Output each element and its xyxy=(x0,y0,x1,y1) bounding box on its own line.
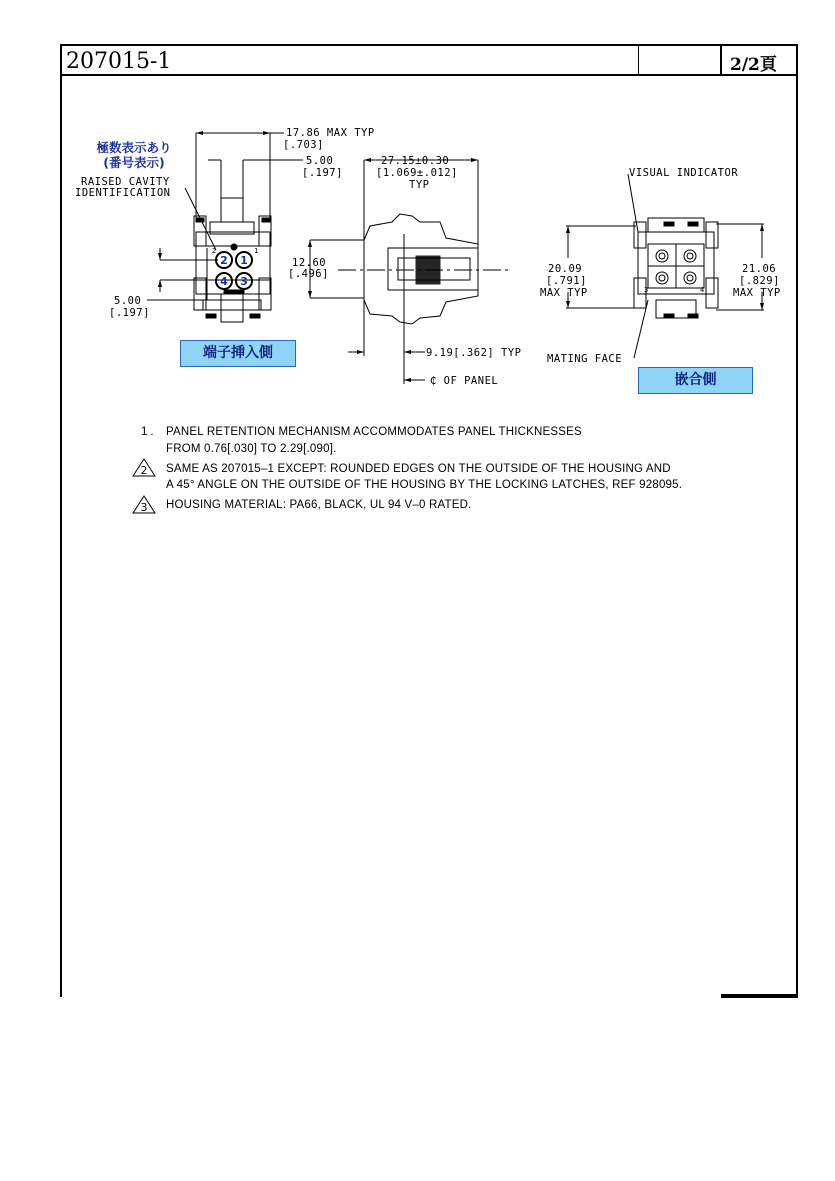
note2-line1: SAME AS 207015–1 EXCEPT: ROUNDED EDGES ON THE OUTSIDE OF THE HOUSING AND xyxy=(166,463,671,475)
cavity-number-2: 2 xyxy=(220,254,228,267)
pole-display-label: 極数表示あり xyxy=(96,140,172,155)
visual-indicator: VISUAL INDICATOR xyxy=(629,167,739,179)
note1-line1: PANEL RETENTION MECHANISM ACCOMMODATES PANEL THICKNESSES xyxy=(166,426,582,438)
small-number-3: 3 xyxy=(644,286,649,294)
note1-line2: FROM 0.76[.030] TO 2.29[.090]. xyxy=(166,443,337,455)
dim-20-09: 20.09 xyxy=(548,263,583,275)
raised-cavity-line1: RAISED CAVITY xyxy=(81,176,170,188)
page-number: 2/2頁 xyxy=(730,55,777,75)
max-typ-left: MAX TYP xyxy=(540,287,588,299)
note1-marker: 1. xyxy=(141,426,157,438)
frame-bottom-bar xyxy=(721,994,798,998)
note2-line2: A 45° ANGLE ON THE OUTSIDE OF THE HOUSING BY THE LOCKING LATCHES, REF 928095. xyxy=(166,479,683,491)
dim-829: [.829] xyxy=(739,275,780,287)
note3-line1: HOUSING MATERIAL: PA66, BLACK, UL 94 V–0 RATED. xyxy=(166,499,472,511)
dim-17-86: 17.86 MAX TYP xyxy=(286,127,375,139)
cavity-number-3: 3 xyxy=(240,275,248,288)
note2-marker: 2 xyxy=(140,464,148,477)
dim-9-19: 9.19[.362] TYP xyxy=(426,347,522,359)
cavity-number-1: 1 xyxy=(240,254,248,267)
dim-21-06: 21.06 xyxy=(742,263,777,275)
small-number-4: 4 xyxy=(700,286,705,294)
cavity-number-4: 4 xyxy=(220,275,228,288)
number-display-label: (番号表示) xyxy=(103,155,165,170)
mating-side-label: 嵌合側 xyxy=(638,367,753,394)
max-typ-right: MAX TYP xyxy=(733,287,781,299)
mating-face: MATING FACE xyxy=(547,353,623,365)
raised-cavity-line2: IDENTIFICATION xyxy=(75,187,171,199)
dim-197-left: [.197] xyxy=(109,307,150,319)
insertion-side-view xyxy=(147,133,303,322)
dim-496: [.496] xyxy=(288,268,329,280)
title-divider-1 xyxy=(638,44,639,76)
dim-197-top: [.197] xyxy=(302,167,343,179)
dim-12-60: 12.60 xyxy=(292,257,327,269)
mating-side-view xyxy=(566,174,764,358)
dim-5-00-left: 5.00 xyxy=(114,295,142,307)
cl-of-panel: ₵ OF PANEL xyxy=(430,375,499,387)
dim-27-15: 27.15±0.30 xyxy=(381,155,450,167)
dim-791: [.791] xyxy=(546,275,587,287)
title-divider-2 xyxy=(720,44,722,76)
small-number-1: 1 xyxy=(254,247,259,255)
small-number-2: 2 xyxy=(212,247,217,255)
part-number: 207015-1 xyxy=(66,49,172,74)
dim-5-00-top: 5.00 xyxy=(306,155,334,167)
note3-marker: 3 xyxy=(140,501,148,514)
dim-703: [.703] xyxy=(283,139,324,151)
insertion-side-label: 端子挿入側 xyxy=(180,340,296,367)
dim-typ: TYP xyxy=(409,179,430,191)
dim-1-069: [1.069±.012] xyxy=(376,167,458,179)
